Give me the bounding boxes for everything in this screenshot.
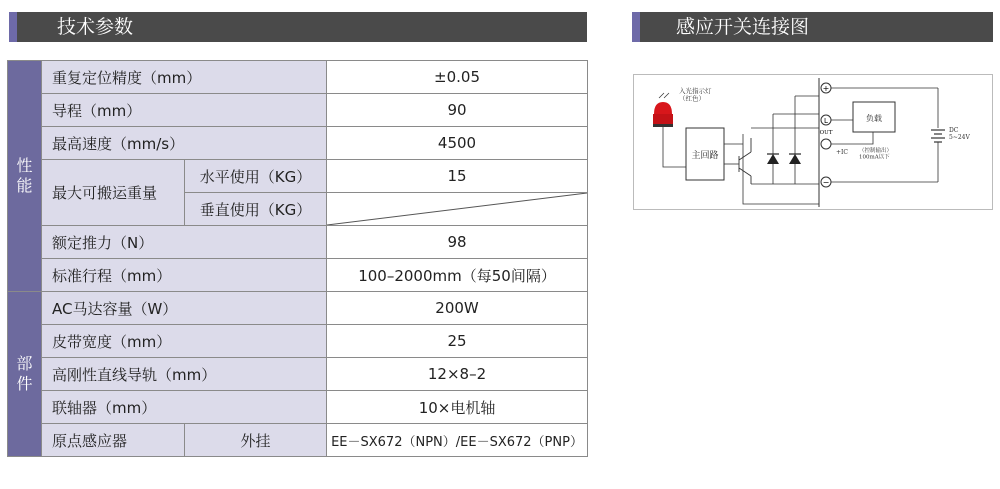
header-accent-bar — [9, 12, 17, 42]
row-value: EE－SX672（NPN）/EE－SX672（PNP） — [327, 424, 588, 457]
terminal-minus-label: − — [822, 178, 830, 187]
table-row — [8, 391, 588, 424]
wiring-section-header — [632, 12, 993, 42]
row-label: 最高速度（mm/s） — [42, 127, 327, 160]
row-value: 4500 — [327, 127, 588, 160]
wiring-diagram — [633, 74, 993, 210]
row-label: 标准行程（mm） — [42, 259, 327, 292]
row-value: 200W — [327, 292, 588, 325]
wiring-section-title: 感应开关连接图 — [676, 16, 810, 38]
table-row — [8, 358, 588, 391]
table-row — [8, 61, 588, 94]
row-sublabel: 垂直使用（KG） — [185, 193, 327, 226]
row-label: AC马达容量（W） — [42, 292, 327, 325]
table-row — [8, 325, 588, 358]
supply-label: DC 5~24V — [949, 127, 970, 141]
group-performance: 性 能 — [8, 61, 42, 292]
diagonal-line — [327, 193, 587, 225]
out-current-label: +IC — [836, 149, 848, 156]
row-label: 最大可搬运重量 — [42, 160, 185, 226]
terminal-plus-label: + — [822, 84, 830, 93]
row-value: 98 — [327, 226, 588, 259]
row-label: 额定推力（N） — [42, 226, 327, 259]
table-row — [8, 424, 588, 457]
row-sublabel: 水平使用（KG） — [185, 160, 327, 193]
specs-section-header — [9, 12, 587, 42]
terminal-out — [821, 139, 831, 149]
row-sublabel: 外挂 — [185, 424, 327, 457]
table-row — [8, 226, 588, 259]
row-value: 10×电机轴 — [327, 391, 588, 424]
row-value: 15 — [327, 160, 588, 193]
group-components: 部 件 — [8, 292, 42, 457]
row-label: 联轴器（mm） — [42, 391, 327, 424]
empty-diagonal-cell — [327, 193, 588, 226]
row-value: 12×8–2 — [327, 358, 588, 391]
row-label: 高刚性直线导轨（mm） — [42, 358, 327, 391]
table-row — [8, 292, 588, 325]
control-output-label: （控制输出） 100mA以下 — [859, 148, 893, 161]
terminal-out-label: OUT — [819, 130, 833, 136]
load-label: 负载 — [866, 114, 882, 123]
table-row — [8, 160, 588, 193]
header-accent-bar — [632, 12, 640, 42]
table-row — [8, 127, 588, 160]
indicator-label: 入光指示灯（红色） — [679, 87, 712, 103]
row-value: 100–2000mm（每50间隔） — [327, 259, 588, 292]
terminal-l-label: L — [824, 117, 828, 125]
row-value: 90 — [327, 94, 588, 127]
row-label: 皮带宽度（mm） — [42, 325, 327, 358]
row-label: 重复定位精度（mm） — [42, 61, 327, 94]
specs-section-title: 技术参数 — [57, 16, 134, 38]
row-value: 25 — [327, 325, 588, 358]
table-row — [8, 259, 588, 292]
indicator-lamp-icon — [653, 102, 673, 127]
specs-table — [7, 60, 588, 457]
main-circuit-label: 主回路 — [691, 151, 719, 161]
row-label: 原点感应器 — [42, 424, 185, 457]
row-label: 导程（mm） — [42, 94, 327, 127]
table-row — [8, 94, 588, 127]
row-value: ±0.05 — [327, 61, 588, 94]
